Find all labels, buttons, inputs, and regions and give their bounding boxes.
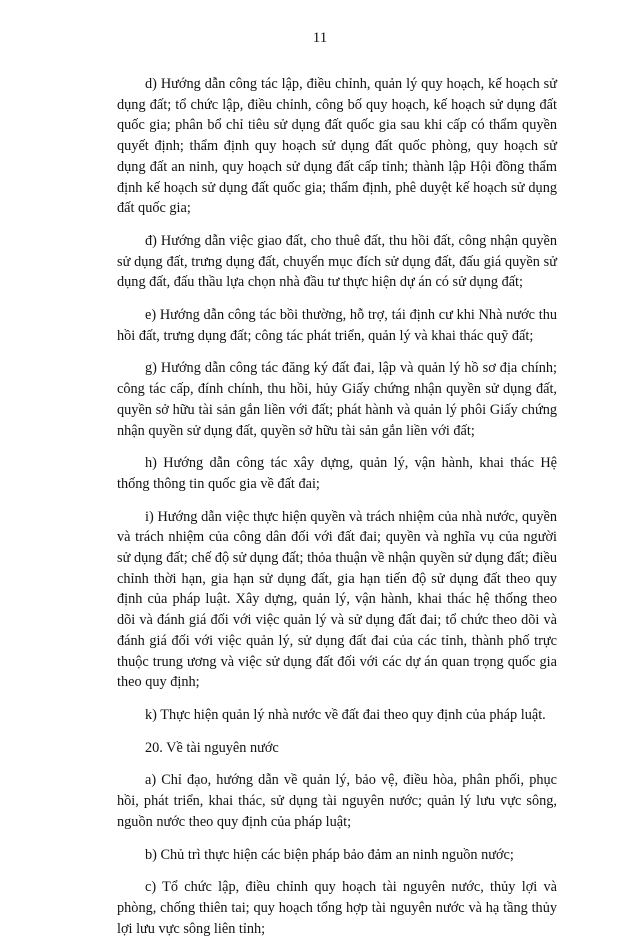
- document-body: [117, 74, 557, 951]
- paragraph-h: h) Hướng dẫn công tác xây dựng, quản lý, vận hành, khai thác Hệ thống thông tin quốc gia về đất đai;: [117, 455, 557, 492]
- paragraph-d: d) Hướng dẫn công tác lập, điều chỉnh, quản lý quy hoạch, kế hoạch sử dụng đất; tổ chức lập, điều chỉnh, công bố quy hoạch, kế hoạch sử dụng đất quốc gia; phân bổ chỉ tiêu sử dụng đất quốc gia sau khi cấp có thẩm quyền quyết định; thẩm định quy hoạch sử dụng đất quốc phòng, quy hoạch sử dụng đất an ninh, quy hoạch sử dụng đất cấp tỉnh; thành lập Hội đồng thẩm định kế hoạch sử dụng đất quốc gia; thẩm định, phê duyệt kế hoạch sử dụng đất quốc gia;: [117, 76, 557, 217]
- paragraph-water-b: b) Chủ trì thực hiện các biện pháp bảo đảm an ninh nguồn nước;: [145, 846, 514, 863]
- paragraph-dd: đ) Hướng dẫn việc giao đất, cho thuê đất, thu hồi đất, công nhận quyền sử dụng đất, trưng dụng đất, chuyển mục đích sử dụng đất, đấu giá quyền sử dụng đất, đấu thầu lựa chọn nhà đầu tư thực hiện dự án có sử dụng đất;: [117, 232, 557, 291]
- page-number: 11: [312, 30, 328, 46]
- paragraph-e: e) Hướng dẫn công tác bồi thường, hỗ trợ, tái định cư khi Nhà nước thu hồi đất, trưng dụng đất; công tác phát triển, quản lý và khai thác quỹ đất;: [117, 307, 557, 344]
- paragraph-i: i) Hướng dẫn việc thực hiện quyền và trách nhiệm của nhà nước, quyền và trách nhiệm của công dân đối với đất đai; quyền và nghĩa vụ của người sử dụng đất; chế độ sử dụng đất; thỏa thuận về nhận quyền sử dụng đất; điều chỉnh thời hạn, gia hạn sử dụng đất, gia hạn tiến độ sử dụng đất theo quy định của pháp luật. Xây dựng, quản lý, vận hành, khai thác hệ thống theo dõi và đánh giá đối với việc quản lý và sử dụng đất đai; tổ chức theo dõi và đánh giá đối với việc quản lý, sử dụng đất đai của các tỉnh, thành phố trực thuộc trung ương và việc sử dụng đất đối với các dự án quan trọng quốc gia theo quy định;: [117, 508, 557, 691]
- paragraph-g: g) Hướng dẫn công tác đăng ký đất đai, lập và quản lý hồ sơ địa chính; công tác cấp, đính chính, thu hồi, hủy Giấy chứng nhận quyền sử dụng đất, quyền sở hữu tài sản gắn liền với đất; phát hành và quản lý phôi Giấy chứng nhận quyền sử dụng đất, quyền sở hữu tài sản gắn liền với đất;: [117, 360, 557, 439]
- paragraph-water-a: a) Chỉ đạo, hướng dẫn về quản lý, bảo vệ, điều hòa, phân phối, phục hồi, phát triển, khai thác, sử dụng tài nguyên nước; quản lý lưu vực sông, nguồn nước theo quy định của pháp luật;: [117, 772, 557, 830]
- paragraph-water-c: c) Tổ chức lập, điều chỉnh quy hoạch tài nguyên nước, thủy lợi và phòng, chống thiên tai; quy hoạch tổng hợp tài nguyên nước và hạ tầng thủy lợi lưu vực sông liên tỉnh;: [117, 879, 557, 937]
- paragraph-k: k) Thực hiện quản lý nhà nước về đất đai theo quy định của pháp luật.: [145, 706, 546, 723]
- section-heading-water-resources: 20. Về tài nguyên nước: [145, 739, 279, 756]
